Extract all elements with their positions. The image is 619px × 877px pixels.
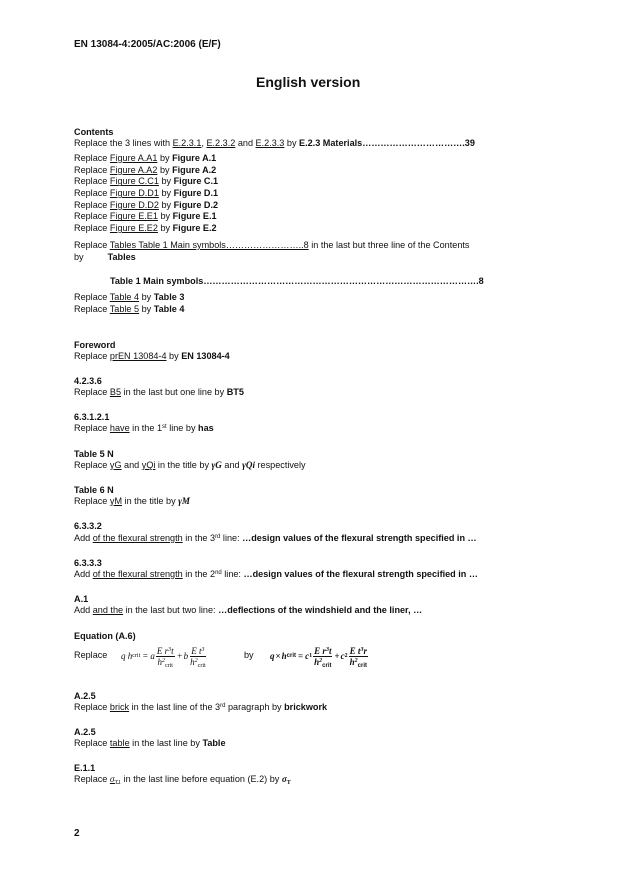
list-item: [74, 304, 184, 316]
exponent: 3: [168, 646, 172, 653]
new-text: Figure A.1: [172, 153, 217, 163]
ordinal-suffix: rd: [220, 703, 226, 709]
text: by: [157, 164, 173, 175]
ordinal-suffix: rd: [215, 534, 221, 540]
text: Replace: [74, 153, 110, 163]
page-number: 2: [74, 828, 80, 839]
old-text: Figure D.D2: [109, 199, 159, 210]
ordinal-suffix: st: [162, 424, 167, 430]
numerator: [349, 646, 368, 657]
operator: +: [334, 650, 340, 661]
subscript: T1: [114, 780, 122, 786]
numerator: [156, 646, 175, 657]
new-equation: q × h crit = c 1 $\frac{E r^3t}{h^2_{crit}}$ + c 2 $\frac{E t^3r}{h^2_{crit}}$: [270, 645, 367, 669]
text: Replace: [74, 292, 110, 302]
new-text: has: [198, 423, 214, 433]
numerator: [313, 646, 332, 657]
table-replacement-list: [74, 292, 184, 315]
exponent: 3: [201, 646, 205, 653]
toc-table1-entry: [110, 276, 484, 287]
new-text: …design values of the flexural strength specified in …: [242, 533, 477, 543]
exponent: 3: [325, 646, 329, 653]
operator: =: [142, 650, 149, 661]
subscript: crit: [197, 662, 206, 669]
new-symbol: γM: [178, 496, 191, 506]
list-item: [74, 188, 218, 200]
section-heading-contents: Contents: [74, 127, 114, 137]
denominator: [313, 657, 332, 667]
text: Replace: [74, 496, 110, 506]
text: E t: [191, 645, 202, 656]
old-text: Figure D.D1: [109, 188, 159, 199]
new-text: Figure E.1: [172, 211, 217, 222]
text: Replace: [74, 240, 110, 250]
list-item: [74, 211, 218, 223]
text: in the 3: [182, 533, 216, 543]
new-text: Tables: [107, 252, 136, 262]
text: Add: [74, 569, 93, 579]
text: in the last but one line by: [121, 387, 227, 397]
symbol: h: [281, 650, 287, 661]
section-heading-a25-second: A.2.5: [74, 727, 96, 737]
operator: =: [298, 650, 304, 661]
list-item: [74, 176, 218, 188]
text: in the title by: [155, 460, 212, 470]
text: and: [221, 460, 243, 470]
text: line:: [221, 569, 244, 579]
new-text: Table: [202, 738, 226, 748]
text: Replace: [74, 774, 110, 784]
fraction: [156, 646, 175, 667]
text: in the last but two line:: [123, 605, 219, 615]
ordinal-suffix: nd: [215, 570, 222, 576]
table5n-line: [74, 460, 306, 471]
text: Replace: [74, 423, 110, 433]
text: Replace: [74, 387, 110, 397]
text: Add: [74, 533, 93, 543]
denominator: [189, 657, 207, 667]
text: t: [328, 645, 332, 656]
exponent: 2: [194, 657, 198, 664]
text: by: [74, 252, 84, 262]
section-heading-63121: 6.3.1.2.1: [74, 412, 110, 422]
old-text: B5: [109, 387, 122, 397]
old-text: table: [109, 738, 130, 748]
new-symbol: γG: [211, 460, 222, 470]
list-item: [74, 292, 184, 304]
list-item: [74, 165, 218, 177]
text: by: [139, 292, 154, 302]
text: Replace: [74, 164, 110, 175]
text: E t: [349, 645, 361, 656]
e11-line: [74, 774, 291, 785]
tables-replacement-line: [74, 240, 469, 251]
text: Replace: [74, 176, 110, 187]
old-symbol: γG: [109, 460, 122, 470]
section-heading-6333: 6.3.3.3: [74, 558, 102, 568]
text: in the last but three line of the Contents: [308, 240, 470, 250]
new-text: Table 4: [153, 303, 185, 314]
toc-label: Table 1 Main symbols: [110, 276, 204, 286]
new-text: …deflections of the windshield and the liner, …: [218, 605, 423, 615]
section-heading-table5n: Table 5 N: [74, 449, 114, 459]
new-text: Figure E.2: [172, 223, 217, 234]
struck-ref: E.2.3.1: [172, 138, 202, 148]
text: h: [190, 656, 195, 667]
text: Replace: [74, 702, 110, 712]
subscript: crit: [357, 662, 367, 669]
tables-replacement-line-2: [74, 252, 136, 263]
section-heading-equation-a6: Equation (A.6): [74, 631, 136, 641]
text: Replace: [74, 188, 110, 199]
fraction: [189, 646, 207, 667]
text: by: [158, 199, 174, 210]
document-id: EN 13084-4:2005/AC:2006 (E/F): [74, 39, 221, 50]
text: h: [314, 656, 320, 667]
fraction: [349, 646, 368, 667]
fraction: [313, 646, 332, 667]
equation-label-replace: Replace: [74, 650, 108, 660]
a1-line: [74, 605, 422, 616]
old-symbol: γM: [109, 496, 123, 506]
figure-replacement-list: [74, 153, 218, 235]
operator: ×: [275, 650, 281, 661]
coefficient: b: [183, 650, 189, 661]
denominator: [349, 657, 368, 667]
a25-line-1: [74, 702, 327, 713]
text: Replace: [74, 303, 110, 314]
text: by: [158, 188, 174, 199]
coefficient: a: [150, 650, 155, 661]
text: in the last line by: [129, 738, 203, 748]
text: Replace: [74, 738, 110, 748]
text: E r: [156, 645, 169, 656]
equation-label-by: by: [244, 650, 254, 660]
text: by: [158, 176, 174, 187]
old-text: Tables Table 1 Main symbols……………………..8: [109, 240, 309, 250]
text: t: [171, 645, 174, 656]
old-text: Figure A.A2: [109, 164, 158, 175]
s6332-line: [74, 533, 477, 544]
list-item: [74, 200, 218, 212]
symbol: q h: [121, 650, 133, 661]
old-text: Figure C.C1: [109, 176, 159, 187]
text: Replace: [74, 211, 110, 222]
leader-dots: ……………………………………………………………………………….: [203, 276, 479, 286]
text: line by: [166, 423, 199, 433]
section-heading-a25: A.2.5: [74, 691, 96, 701]
subscript: T: [286, 780, 291, 786]
text: ,: [201, 138, 207, 148]
section-heading-4236: 4.2.3.6: [74, 376, 102, 386]
s4236-line: [74, 387, 244, 398]
new-text: Table 3: [153, 292, 185, 302]
new-text: BT5: [226, 387, 244, 397]
list-item: [74, 223, 218, 235]
old-text: Figure E.E1: [109, 211, 158, 222]
exponent: 2: [161, 657, 165, 664]
old-text: Figure A.A1: [109, 153, 158, 163]
old-text: prEN 13084-4: [109, 351, 167, 361]
subscript: crit: [322, 662, 332, 669]
subscript: crit: [164, 662, 173, 669]
old-text: of the flexural strength: [92, 569, 183, 579]
text: in the last line before equation (E.2) by: [121, 774, 282, 784]
text: by: [139, 303, 154, 314]
old-equation: q h crit = a $\frac{E r^3t}{h^2_{crit}}$ + b $\frac{E t^3}{h^2_{crit}}$: [121, 645, 206, 669]
s63121-line: [74, 423, 214, 434]
old-text: brick: [109, 702, 130, 712]
text: paragraph by: [225, 702, 285, 712]
table6n-line: [74, 496, 190, 507]
new-text: Figure C.1: [173, 176, 219, 187]
text: h: [157, 656, 162, 667]
section-heading-table6n: Table 6 N: [74, 485, 114, 495]
new-text: E.2.3 Materials: [299, 138, 363, 148]
text: r: [363, 645, 367, 656]
text: and: [121, 460, 142, 470]
text: Replace: [74, 223, 110, 234]
leader-dots: …………………………….: [362, 138, 465, 148]
numerator: [190, 646, 205, 657]
text: by: [157, 211, 173, 222]
exponent: 2: [319, 657, 323, 664]
text: in the 1: [129, 423, 162, 433]
symbol: q: [270, 650, 275, 661]
text: and: [235, 138, 256, 148]
text: Replace: [74, 199, 110, 210]
text: line:: [220, 533, 243, 543]
list-item: [74, 153, 218, 165]
new-symbol: γQi: [242, 460, 255, 470]
page-ref: 8: [478, 276, 484, 286]
struck-ref: E.2.3.2: [206, 138, 236, 148]
text: by: [157, 153, 173, 163]
operator: +: [176, 650, 183, 661]
text: by: [166, 351, 182, 361]
section-heading-6332: 6.3.3.2: [74, 521, 102, 531]
struck-ref: E.2.3.3: [255, 138, 285, 148]
old-symbol: σ: [109, 774, 115, 784]
page-ref: 39: [464, 138, 475, 148]
old-text: Table 4: [109, 292, 140, 302]
text: in the 2: [182, 569, 216, 579]
text: by: [284, 138, 300, 148]
new-symbol: σ: [281, 774, 287, 784]
exponent: 3: [360, 646, 364, 653]
section-heading-e11: E.1.1: [74, 763, 96, 773]
text: Replace: [74, 460, 110, 470]
text: in the last line of the 3: [129, 702, 221, 712]
text: E r: [314, 645, 326, 656]
page-title: English version: [256, 74, 361, 90]
new-text: Figure D.1: [173, 188, 219, 199]
old-text: Figure E.E2: [109, 223, 158, 234]
old-text: Table 5: [109, 303, 140, 314]
text: Add: [74, 605, 93, 615]
exponent: 2: [354, 657, 358, 664]
old-symbol: γQi: [141, 460, 156, 470]
text: Replace the 3 lines with: [74, 138, 173, 148]
new-text: Figure A.2: [172, 164, 217, 175]
coefficient: c: [340, 650, 345, 661]
foreword-line: [74, 351, 230, 362]
text: respectively: [255, 460, 306, 470]
denominator: [156, 657, 174, 667]
text: by: [157, 223, 173, 234]
old-text: and the: [92, 605, 124, 615]
new-text: …design values of the flexural strength specified in …: [243, 569, 478, 579]
contents-materials-line: [74, 138, 475, 149]
old-text: of the flexural strength: [92, 533, 183, 543]
s6333-line: [74, 569, 478, 580]
coefficient: c: [305, 650, 310, 661]
old-text: have: [109, 423, 130, 433]
text: in the title by: [122, 496, 179, 506]
section-heading-a1: A.1: [74, 594, 89, 604]
section-heading-foreword: Foreword: [74, 340, 116, 350]
text: h: [349, 656, 355, 667]
new-text: brickwork: [284, 702, 328, 712]
text: Replace: [74, 351, 110, 361]
new-text: Figure D.2: [173, 199, 219, 210]
a25-line-2: [74, 738, 226, 749]
new-text: EN 13084-4: [181, 351, 230, 361]
